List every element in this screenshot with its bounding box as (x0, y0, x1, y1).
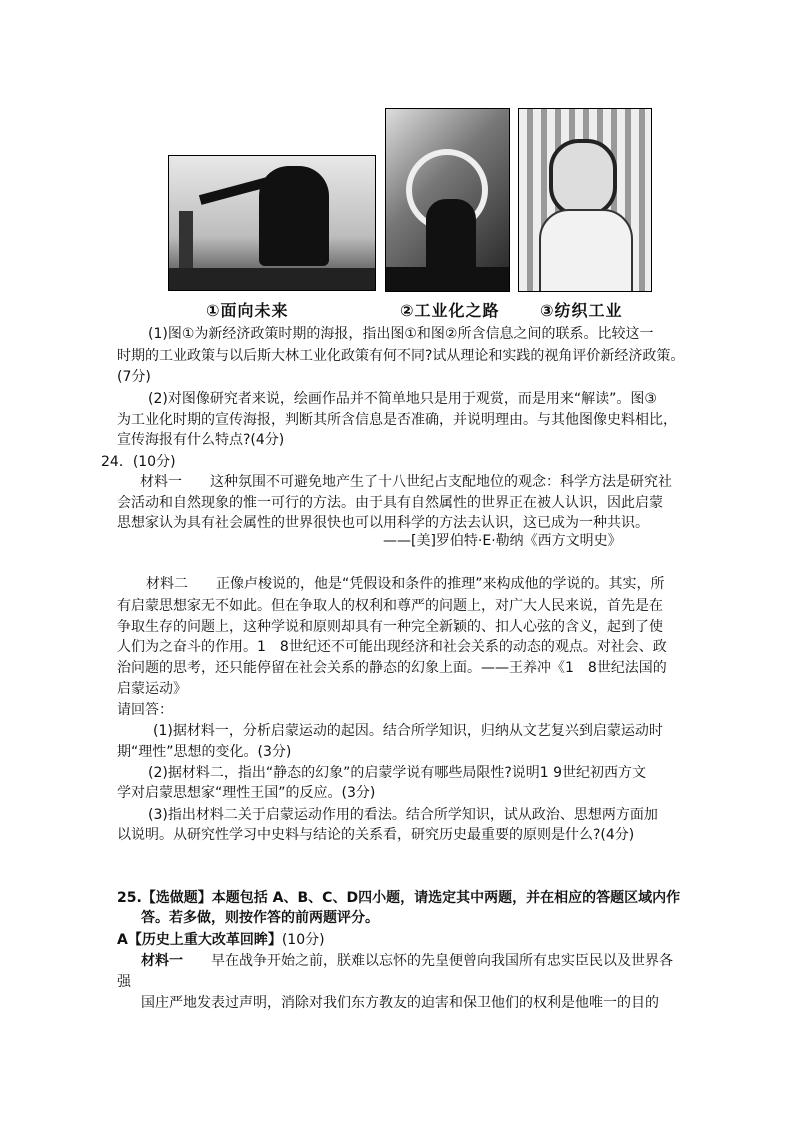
material2-label: 材料二 (146, 576, 188, 592)
q24-sub1-line: 期“理性”思想的变化。(3分) (117, 744, 292, 760)
q24-sub2-line: 学对启蒙思想家“理性王国”的反应。(3分) (117, 785, 376, 801)
q25-material1-line: 早在战争开始之前，朕难以忘怀的先皇便曾向我国所有忠实臣民以及世界各 (211, 953, 673, 969)
material2-line: 启蒙运动》 (117, 681, 187, 697)
material2-line: 正像卢梭说的，他是“凭假设和条件的推理”来构成他的学说的。其实，所 (216, 576, 665, 592)
q24-sub3-line: (3)指出材料二关于启蒙运动作用的看法。结合所学知识，试从政治、思想两方面加 (148, 807, 658, 823)
material1-label: 材料一 (140, 474, 182, 490)
q24-material1-first-line (140, 473, 672, 491)
material2-line: 人们为之奋斗的作用。1 8世纪还不可能出现经济和社会关系的动态的观点。对社会、政 (117, 639, 667, 655)
q23-part2-line: 为工业化时期的宣传海报，判断其所含信息是否准确，并说明理由。与其他图像史料相比， (117, 412, 677, 428)
q25-material1-label: 材料一 (141, 953, 183, 969)
q24-material2-first-line (146, 575, 665, 593)
q23-part2-line: 宣传海报有什么特点?(4分) (117, 432, 285, 448)
answer-prompt: 请回答： (117, 702, 173, 718)
section-a-heading (117, 931, 325, 949)
poster-textile-industry (518, 108, 652, 292)
q25-header-line: 25.【选做题】本题包括 A、B、C、D四小题，请选定其中两题，并在相应的答题区域内作 (117, 890, 681, 906)
material2-line: 治问题的思考，还只能停留在社会关系的静态的幻象上面。——王养冲《1 8世纪法国的 (117, 660, 667, 676)
q23-part1-line: (7分) (117, 369, 151, 385)
poster-industrialization-road (385, 108, 510, 292)
q25-material1-line: 国庄严地发表过声明，消除对我们东方教友的迫害和保卫他们的权利是他唯一的目的 (141, 995, 659, 1011)
material2-line: 争取生存的问题上，这种学说和原则却具有一种完全新颖的、扣人心弦的含义，起到了使 (117, 619, 663, 635)
q25-header-line: 答。若多做，则按作答的前两题评分。 (141, 910, 379, 926)
figure-caption-1: ①面向未来 (206, 301, 289, 320)
material1-source: ——[美]罗伯特·E·勒纳《西方文明史》 (383, 533, 622, 549)
q23-part1-line: 时期的工业政策与以后斯大林工业化政策有何不同?试从理论和实践的视角评价新经济政策。 (117, 348, 685, 364)
material1-line: 会活动和自然现象的惟一可行的方法。由于具有自然属性的世界正在被人认识，因此启蒙 (117, 495, 663, 511)
figure-caption-3: ③纺织工业 (540, 301, 623, 320)
q23-part2-line: (2)对图像研究者来说，绘画作品并不简单地只是用于观赏，而是用来“解读”。图③ (148, 391, 657, 407)
q24-sub2-line: (2)据材料二，指出“静态的幻象”的启蒙学说有哪些局限性?说明1 9世纪初西方文 (148, 765, 647, 781)
q25-material1-line: 强 (117, 974, 131, 990)
q25-material1-first-line (141, 952, 673, 970)
q24-sub1-line: (1)据材料一，分析启蒙运动的起因。结合所学知识，归纳从文艺复兴到启蒙运动时 (153, 723, 663, 739)
material1-line: 思想家认为具有社会属性的世界很快也可以用科学的方法去认识，这已成为一种共识。 (117, 515, 649, 531)
section-a-title: A【历史上重大改革回眸】 (117, 932, 282, 948)
section-a-score: (10分) (281, 932, 325, 948)
q24-header: 24．(10分) (101, 454, 176, 470)
material2-line: 有启蒙思想家无不如此。但在争取人的权利和尊严的问题上，对广大人民来说，首先是在 (117, 598, 663, 614)
poster-facing-future (168, 155, 376, 291)
material1-line: 这种氛围不可避免地产生了十八世纪占支配地位的观念：科学方法是研究社 (210, 474, 672, 490)
q24-sub3-line: 以说明。从研究性学习中史料与结论的关系看，研究历史最重要的原则是什么?(4分) (117, 827, 635, 843)
q23-part1-line: (1)图①为新经济政策时期的海报，指出图①和图②所含信息之间的联系。比较这一 (148, 326, 654, 342)
figure-caption-2: ②工业化之路 (400, 301, 500, 320)
